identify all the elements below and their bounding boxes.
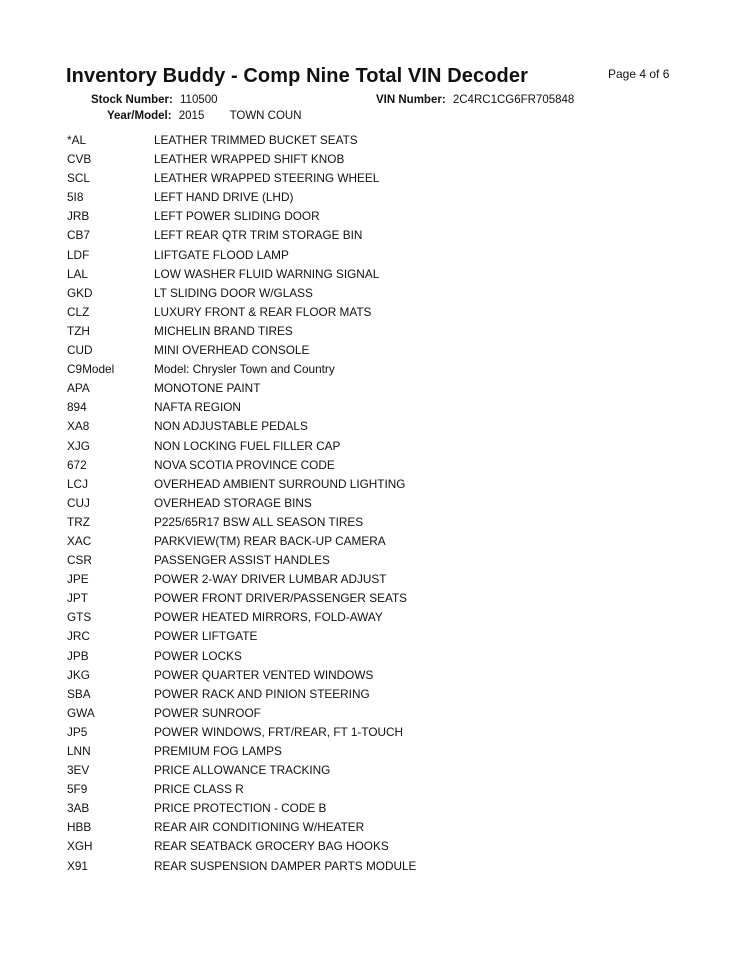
option-code: 3EV bbox=[67, 763, 90, 778]
option-row bbox=[67, 742, 667, 761]
option-row bbox=[67, 513, 667, 532]
option-code: JRB bbox=[67, 209, 90, 224]
option-code: X91 bbox=[67, 858, 88, 873]
year-value: 2015 bbox=[178, 110, 205, 122]
option-code: TRZ bbox=[67, 514, 90, 529]
option-code: 5F9 bbox=[67, 782, 88, 797]
option-code: APA bbox=[67, 381, 90, 396]
option-description: MINI OVERHEAD CONSOLE bbox=[154, 343, 310, 358]
option-description: LEFT HAND DRIVE (LHD) bbox=[154, 190, 294, 205]
option-row bbox=[67, 570, 667, 589]
option-code: XGH bbox=[67, 839, 93, 854]
option-description: PREMIUM FOG LAMPS bbox=[154, 744, 282, 758]
vin-number-field bbox=[376, 94, 574, 106]
option-code: *AL bbox=[67, 133, 87, 147]
option-row bbox=[67, 131, 667, 150]
option-code: GWA bbox=[67, 705, 95, 720]
option-description: POWER LIFTGATE bbox=[154, 629, 258, 644]
option-code: GKD bbox=[67, 285, 93, 300]
option-description: MONOTONE PAINT bbox=[154, 381, 261, 396]
option-row bbox=[67, 532, 667, 551]
vin-number-value: 2C4RC1CG6FR705848 bbox=[452, 94, 575, 106]
option-code: JPB bbox=[67, 648, 89, 663]
option-row bbox=[67, 226, 667, 245]
option-code: JPE bbox=[67, 572, 89, 587]
option-row bbox=[67, 799, 667, 818]
option-row bbox=[67, 627, 667, 646]
option-row bbox=[67, 322, 667, 341]
option-description: POWER LOCKS bbox=[154, 648, 242, 663]
option-code: 672 bbox=[67, 457, 87, 472]
option-description: LEFT POWER SLIDING DOOR bbox=[154, 209, 320, 224]
option-description: PRICE CLASS R bbox=[154, 782, 244, 797]
option-code: GTS bbox=[67, 610, 92, 625]
option-description: LT SLIDING DOOR W/GLASS bbox=[154, 285, 313, 300]
option-description: LEATHER WRAPPED SHIFT KNOB bbox=[154, 152, 345, 167]
option-code: LAL bbox=[67, 266, 88, 281]
option-description: Model: Chrysler Town and Country bbox=[154, 362, 335, 377]
option-description: POWER 2-WAY DRIVER LUMBAR ADJUST bbox=[154, 572, 387, 587]
option-description: POWER RACK AND PINION STEERING bbox=[154, 686, 370, 701]
option-description: LIFTGATE FLOOD LAMP bbox=[154, 247, 289, 262]
stock-number-value: 110500 bbox=[180, 94, 218, 106]
option-row bbox=[67, 417, 667, 436]
option-code: LDF bbox=[67, 247, 90, 262]
page-title: Inventory Buddy - Comp Nine Total VIN Decoder bbox=[66, 65, 528, 87]
option-row bbox=[67, 723, 667, 742]
year-model-label: Year/Model: bbox=[107, 110, 172, 122]
option-code: 3AB bbox=[67, 801, 90, 816]
option-row bbox=[67, 761, 667, 780]
option-code: CUJ bbox=[67, 495, 90, 510]
option-code: TZH bbox=[67, 323, 90, 338]
option-code: XAC bbox=[67, 533, 92, 548]
option-code: LNN bbox=[67, 744, 91, 758]
year-model-field bbox=[107, 110, 302, 122]
option-code: CUD bbox=[67, 343, 93, 358]
option-code-list bbox=[67, 131, 667, 876]
option-row bbox=[67, 494, 667, 513]
stock-number-label: Stock Number: bbox=[91, 94, 173, 106]
option-code: JKG bbox=[67, 667, 90, 682]
option-code: JP5 bbox=[67, 724, 88, 739]
option-code: 5I8 bbox=[67, 190, 84, 205]
option-code: SCL bbox=[67, 171, 90, 186]
option-code: JRC bbox=[67, 629, 90, 644]
option-row bbox=[67, 150, 667, 169]
option-code: CB7 bbox=[67, 228, 90, 243]
option-row bbox=[67, 398, 667, 417]
option-row bbox=[67, 341, 667, 360]
option-code: CLZ bbox=[67, 304, 90, 319]
option-row bbox=[67, 704, 667, 723]
option-row bbox=[67, 647, 667, 666]
option-row bbox=[67, 303, 667, 322]
option-description: POWER QUARTER VENTED WINDOWS bbox=[154, 667, 374, 682]
option-description: REAR AIR CONDITIONING W/HEATER bbox=[154, 820, 365, 835]
option-description: PRICE PROTECTION - CODE B bbox=[154, 801, 327, 816]
option-row bbox=[67, 551, 667, 570]
option-row bbox=[67, 246, 667, 265]
option-row bbox=[67, 437, 667, 456]
option-description: LEFT REAR QTR TRIM STORAGE BIN bbox=[154, 228, 363, 243]
option-description: LEATHER WRAPPED STEERING WHEEL bbox=[154, 171, 380, 186]
option-description: REAR SEATBACK GROCERY BAG HOOKS bbox=[154, 839, 389, 854]
option-description: NOVA SCOTIA PROVINCE CODE bbox=[154, 457, 335, 472]
option-description: POWER FRONT DRIVER/PASSENGER SEATS bbox=[154, 591, 408, 606]
option-description: NAFTA REGION bbox=[154, 400, 241, 415]
option-row bbox=[67, 207, 667, 226]
option-code: C9Model bbox=[67, 362, 115, 377]
option-description: LEATHER TRIMMED BUCKET SEATS bbox=[154, 133, 358, 147]
page-number: Page 4 of 6 bbox=[608, 67, 670, 81]
option-row bbox=[67, 284, 667, 303]
option-code: CVB bbox=[67, 152, 92, 167]
option-code: SBA bbox=[67, 686, 91, 701]
option-description: MICHELIN BRAND TIRES bbox=[154, 323, 293, 338]
option-description: POWER SUNROOF bbox=[154, 705, 261, 720]
option-description: POWER HEATED MIRRORS, FOLD-AWAY bbox=[154, 610, 383, 625]
option-row bbox=[67, 589, 667, 608]
option-description: OVERHEAD STORAGE BINS bbox=[154, 495, 312, 510]
model-value: TOWN COUN bbox=[229, 110, 302, 122]
option-description: LUXURY FRONT & REAR FLOOR MATS bbox=[154, 304, 372, 319]
option-code: XA8 bbox=[67, 419, 90, 434]
option-row bbox=[67, 685, 667, 704]
option-row bbox=[67, 265, 667, 284]
option-row bbox=[67, 666, 667, 685]
option-description: REAR SUSPENSION DAMPER PARTS MODULE bbox=[154, 858, 417, 873]
option-code: 894 bbox=[67, 400, 87, 415]
option-description: PASSENGER ASSIST HANDLES bbox=[154, 553, 330, 568]
option-description: PARKVIEW(TM) REAR BACK-UP CAMERA bbox=[154, 533, 386, 548]
option-code: XJG bbox=[67, 438, 90, 453]
option-code: JPT bbox=[67, 591, 88, 606]
option-description: LOW WASHER FLUID WARNING SIGNAL bbox=[154, 266, 380, 281]
option-description: NON LOCKING FUEL FILLER CAP bbox=[154, 438, 341, 453]
option-description: POWER WINDOWS, FRT/REAR, FT 1-TOUCH bbox=[154, 724, 404, 739]
option-description: PRICE ALLOWANCE TRACKING bbox=[154, 763, 331, 778]
stock-number-field bbox=[91, 94, 218, 106]
option-row bbox=[67, 188, 667, 207]
option-description: OVERHEAD AMBIENT SURROUND LIGHTING bbox=[154, 476, 406, 491]
option-row bbox=[67, 360, 667, 379]
option-code: HBB bbox=[67, 820, 92, 835]
option-row bbox=[67, 456, 667, 475]
option-code: CSR bbox=[67, 553, 92, 568]
option-row bbox=[67, 608, 667, 627]
option-row bbox=[67, 379, 667, 398]
option-row bbox=[67, 837, 667, 856]
option-row bbox=[67, 818, 667, 837]
option-row bbox=[67, 169, 667, 188]
option-description: NON ADJUSTABLE PEDALS bbox=[154, 419, 308, 434]
vin-number-label: VIN Number: bbox=[376, 94, 446, 106]
option-row bbox=[67, 857, 667, 876]
option-row bbox=[67, 780, 667, 799]
option-code: LCJ bbox=[67, 476, 88, 491]
option-row bbox=[67, 475, 667, 494]
option-description: P225/65R17 BSW ALL SEASON TIRES bbox=[154, 514, 364, 529]
